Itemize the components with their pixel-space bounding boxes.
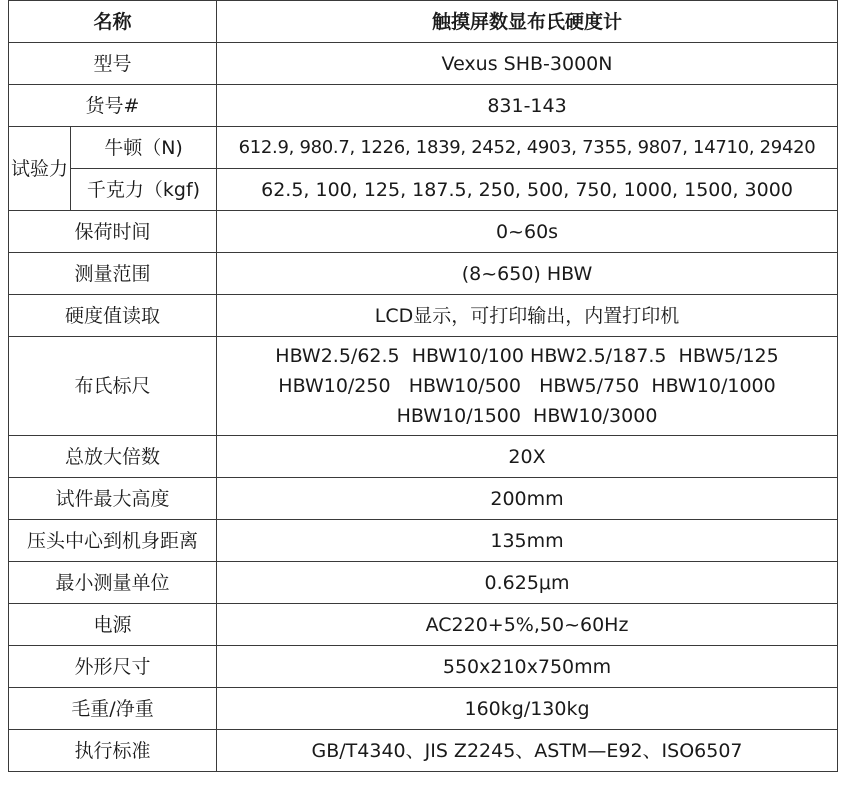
scales-line: HBW2.5/62.5 HBW10/100 HBW2.5/187.5 HBW5/125 — [275, 345, 779, 367]
table-row — [9, 127, 838, 169]
table-row — [9, 604, 838, 646]
row-value: 0~60s — [217, 211, 838, 253]
sub-row-label: 千克力（kgf) — [71, 169, 217, 211]
row-label: 执行标准 — [9, 730, 217, 772]
row-label: 货号# — [9, 85, 217, 127]
row-value: 135mm — [217, 520, 838, 562]
row-value: 831-143 — [217, 85, 838, 127]
table-header-row — [9, 1, 838, 43]
table-row — [9, 211, 838, 253]
newton-values: 612.9, 980.7, 1226, 1839, 2452, 4903, 7355, 9807, 14710, 29420 — [217, 127, 838, 169]
table-row — [9, 253, 838, 295]
row-label: 布氏标尺 — [9, 337, 217, 436]
row-label: 压头中心到机身距离 — [9, 520, 217, 562]
row-value: Vexus SHB-3000N — [217, 43, 838, 85]
row-value: GB/T4340、JIS Z2245、ASTM—E92、ISO6507 — [217, 730, 838, 772]
sub-row-label: 牛顿（N) — [71, 127, 217, 169]
row-label: 总放大倍数 — [9, 436, 217, 478]
header-product-name: 触摸屏数显布氏硬度计 — [217, 1, 838, 43]
row-value: 0.625μm — [217, 562, 838, 604]
test-force-label: 试验力 — [9, 127, 71, 211]
table-row — [9, 646, 838, 688]
row-value: LCD显示，可打印输出，内置打印机 — [217, 295, 838, 337]
row-value: (8~650) HBW — [217, 253, 838, 295]
table-row — [9, 43, 838, 85]
table-row — [9, 730, 838, 772]
row-label: 试件最大高度 — [9, 478, 217, 520]
table-row — [9, 520, 838, 562]
row-value: 20X — [217, 436, 838, 478]
table-row — [9, 295, 838, 337]
row-label: 外形尺寸 — [9, 646, 217, 688]
spec-table — [8, 0, 838, 772]
scales-line: HBW10/1500 HBW10/3000 — [396, 405, 658, 427]
row-label: 型号 — [9, 43, 217, 85]
row-value: AC220+5%,50~60Hz — [217, 604, 838, 646]
scales-line: HBW10/250 HBW10/500 HBW5/750 HBW10/1000 — [278, 375, 776, 397]
row-label: 测量范围 — [9, 253, 217, 295]
row-label: 保荷时间 — [9, 211, 217, 253]
table-row — [9, 478, 838, 520]
header-label: 名称 — [9, 1, 217, 43]
row-value: 550x210x750mm — [217, 646, 838, 688]
kgf-values: 62.5, 100, 125, 187.5, 250, 500, 750, 1000, 1500, 3000 — [217, 169, 838, 211]
table-row — [9, 337, 838, 436]
table-row — [9, 85, 838, 127]
row-label: 硬度值读取 — [9, 295, 217, 337]
row-value: 160kg/130kg — [217, 688, 838, 730]
table-row — [9, 562, 838, 604]
row-label: 电源 — [9, 604, 217, 646]
row-label: 毛重/净重 — [9, 688, 217, 730]
table-row — [9, 169, 838, 211]
table-row — [9, 688, 838, 730]
row-label: 最小测量单位 — [9, 562, 217, 604]
table-row — [9, 436, 838, 478]
row-value: 200mm — [217, 478, 838, 520]
brinell-scales — [217, 337, 838, 436]
